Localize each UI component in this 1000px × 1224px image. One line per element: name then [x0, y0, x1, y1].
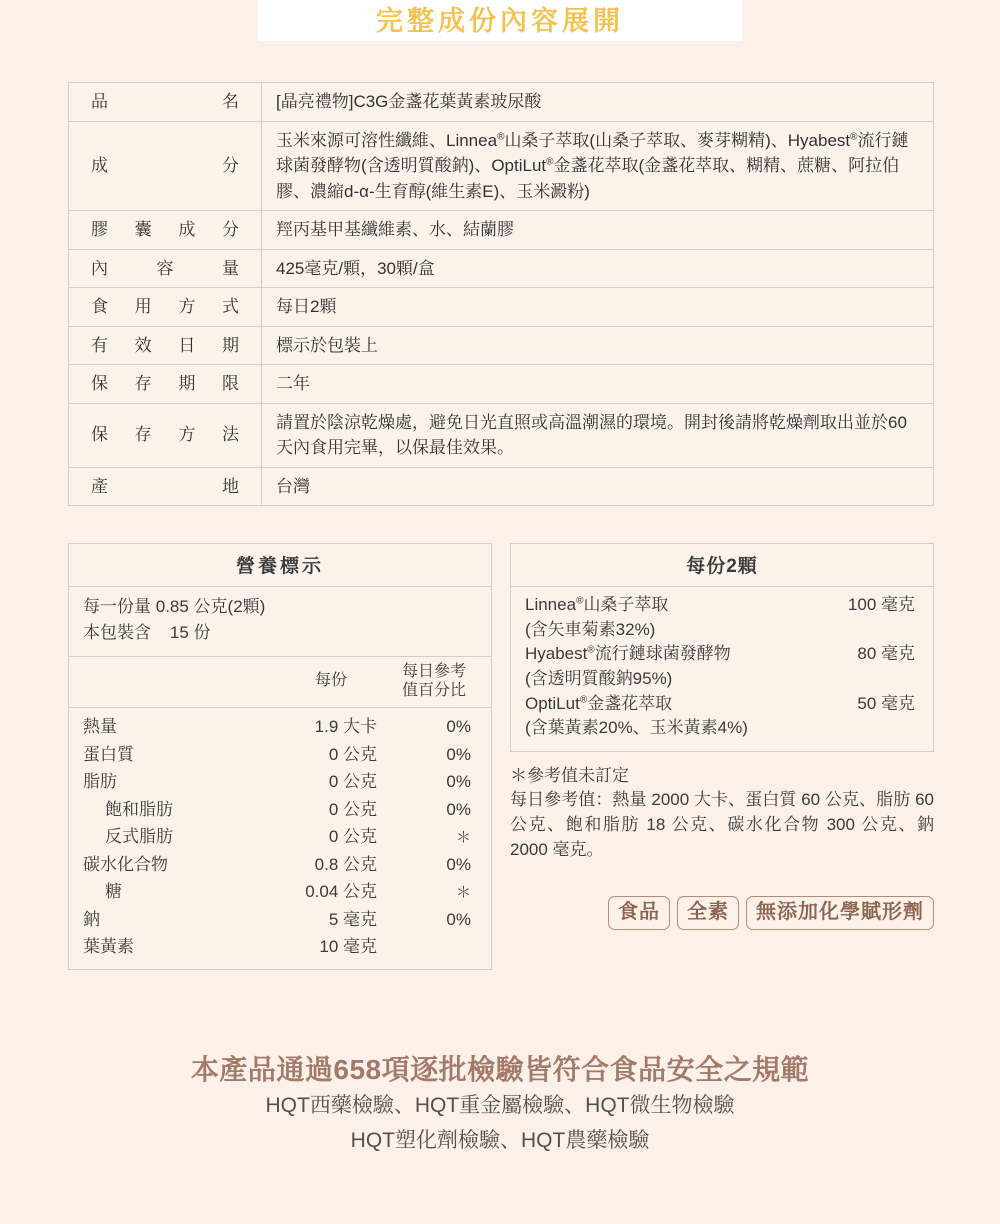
nutrient-name-calories: 熱量 [83, 717, 117, 737]
nutrient-dv-saturated-fat: 0% [446, 799, 471, 819]
spec-label-capsule-ingredients: 膠囊成分 [69, 211, 262, 250]
active-amount-hyabest: 80 毫克 [857, 644, 915, 664]
table-row [69, 467, 934, 506]
footer-test-line-2: HQT塑化劑檢驗、HQT農藥檢驗 [350, 1128, 650, 1152]
spec-label-ingredients: 成分 [69, 121, 262, 211]
reference-value-note [510, 764, 934, 863]
active-amount-linnea: 100 毫克 [847, 595, 915, 614]
active-desc-linnea: 山桑子萃取 [583, 595, 669, 614]
status-badge-no-chemical-excipients: 無添加化學賦形劑 [746, 896, 934, 930]
table-row [69, 326, 934, 365]
nutrient-name-sugar: 糖 [105, 882, 122, 902]
registered-mark-icon: ® [850, 130, 858, 142]
active-desc-hyabest: 流行鏈球菌發酵物 [594, 644, 731, 664]
spec-label-directions: 食用方式 [69, 288, 262, 327]
registered-mark-icon: ® [497, 130, 505, 142]
active-ingredient-hyabest [525, 642, 919, 667]
nutrient-name-protein: 蛋白質 [83, 744, 134, 764]
registered-mark-icon: ® [576, 595, 584, 607]
nutrient-amount-sodium: 5 毫克 [328, 909, 377, 929]
active-desc-optilut: 金盞花萃取 [587, 693, 673, 713]
table-row [69, 288, 934, 327]
spec-value-shelf-life: 二年 [262, 365, 934, 404]
list-item [83, 823, 477, 851]
serving-actives-panel [510, 543, 934, 970]
registered-mark-icon: ® [546, 156, 554, 168]
nutrient-amount-sugar: 0.04 公克 [305, 882, 377, 902]
nutrient-dv-carbohydrate: 0% [446, 854, 471, 874]
spec-label-origin: 產地 [69, 467, 262, 506]
table-row [69, 211, 934, 250]
active-ingredient-linnea [525, 593, 919, 618]
serving-size-line [83, 594, 477, 620]
active-sub-hyabest: (含透明質酸鈉95%) [525, 668, 673, 688]
footer-test-line-1: HQT西藥檢驗、HQT重金屬檢驗、HQT微生物檢驗 [265, 1094, 735, 1118]
column-header-daily-value [391, 662, 477, 700]
active-sub-optilut: (含葉黃素20%、玉米黃素4%) [525, 718, 748, 738]
servings-label: 本包裝含 [83, 623, 151, 643]
table-row [69, 365, 934, 404]
active-name-linnea [525, 593, 848, 618]
list-item [83, 851, 477, 879]
active-amount-optilut: 50 毫克 [857, 693, 915, 713]
spec-label-product-name: 品名 [69, 83, 262, 122]
serving-size-label: 每一份量 [83, 597, 151, 616]
active-name-optilut [525, 692, 857, 717]
serving-size-value: 0.85 公克(2顆) [155, 597, 266, 616]
nutrient-amount-calories: 1.9 大卡 [314, 717, 377, 737]
nutrient-dv-calories: 0% [446, 717, 471, 737]
nutrient-amount-lutein: 10 毫克 [319, 937, 377, 957]
per-serving-title: 每份2顆 [511, 544, 933, 587]
spec-label-shelf-life: 保存期限 [69, 365, 262, 404]
daily-value-line-2: 值百分比 [401, 681, 466, 699]
nutrient-amount-fat: 0 公克 [328, 772, 377, 792]
registered-mark-icon: ® [579, 693, 588, 705]
list-item [83, 906, 477, 934]
daily-value-line-1: 每日參考 [401, 662, 466, 680]
page-title: 完整成份內容展開 [376, 6, 624, 36]
nutrient-dv-sodium: 0% [446, 909, 471, 929]
nutrition-column-headers [69, 657, 491, 708]
nutrient-name-carbohydrate: 碳水化合物 [83, 854, 168, 874]
spec-value-product-name: [晶亮禮物]C3G金盞花葉黃素玻尿酸 [262, 83, 934, 122]
active-sub-linnea: (含矢車菊素32%) [525, 619, 656, 639]
nutrition-title: 營養標示 [69, 544, 491, 587]
list-item [83, 713, 477, 741]
column-header-per-serving: 每份 [314, 672, 347, 690]
nutrition-rows [69, 708, 491, 969]
table-row [69, 249, 934, 288]
spec-table-body [69, 83, 934, 506]
status-badge-food: 食品 [608, 896, 670, 930]
spec-label-net-content: 內容量 [69, 249, 262, 288]
nutrient-dv-trans-fat: ＊ [455, 829, 471, 847]
list-item [83, 796, 477, 824]
footer-headline: 本產品通過658項逐批檢驗皆符合食品安全之規範 [190, 1054, 810, 1085]
list-item [83, 768, 477, 796]
nutrient-name-fat: 脂肪 [83, 772, 117, 792]
spec-value-expiry-date: 標示於包裝上 [262, 326, 934, 365]
footer-certification [0, 1052, 1000, 1157]
list-item [83, 741, 477, 769]
title-banner [258, 0, 742, 41]
list-item [525, 692, 919, 741]
servings-value: 15 份 [169, 623, 211, 643]
active-name-hyabest [525, 642, 857, 667]
nutrient-name-trans-fat: 反式脂肪 [105, 827, 173, 847]
nutrient-name-saturated-fat: 飽和脂肪 [105, 799, 173, 819]
list-item [525, 593, 919, 642]
spec-label-expiry-date: 有效日期 [69, 326, 262, 365]
table-row [69, 83, 934, 122]
panels-row [68, 543, 934, 970]
nutrition-facts-box [68, 543, 492, 970]
spec-label-storage: 保存方法 [69, 403, 262, 467]
spec-value-origin: 台灣 [262, 467, 934, 506]
nutrient-amount-protein: 0 公克 [328, 744, 377, 764]
status-badge-vegan: 全素 [677, 896, 739, 930]
brand-hyabest: Hyabest [525, 644, 588, 664]
nutrient-amount-trans-fat: 0 公克 [328, 827, 377, 847]
list-item [525, 642, 919, 691]
badge-row [510, 896, 934, 930]
nutrient-dv-protein: 0% [446, 744, 471, 764]
serving-info [69, 587, 491, 657]
spec-value-net-content: 425毫克/顆，30顆/盒 [262, 249, 934, 288]
spec-value-capsule-ingredients: 羥丙基甲基纖維素、水、結蘭膠 [262, 211, 934, 250]
brand-optilut: OptiLut [525, 693, 580, 713]
active-ingredient-optilut [525, 692, 919, 717]
product-spec-table [68, 82, 934, 506]
spec-value-ingredients: 玉米來源可溶性纖維、Linnea®山桑子萃取(山桑子萃取、麥芽糊精)、Hyabest®流行鏈球菌發酵物(含透明質酸鈉)、OptiLut®金盞花萃取(金盞花萃取、糊精、蔗糖、阿拉伯膠、濃縮d-α-生育醇(維生素E)、玉米澱粉) [262, 121, 934, 211]
brand-linnea: Linnea [525, 595, 577, 614]
per-serving-box [510, 543, 934, 752]
nutrient-dv-fat: 0% [446, 772, 471, 792]
nutrient-amount-saturated-fat: 0 公克 [328, 799, 377, 819]
table-row [69, 403, 934, 467]
list-item [83, 878, 477, 906]
daily-reference-values: 每日參考值：熱量 2000 大卡、蛋白質 60 公克、脂肪 60 公克、飽和脂肪 18 公克、碳水化合物 300 公克、鈉 2000 毫克。 [510, 790, 934, 859]
table-row [69, 121, 934, 211]
reference-not-established: ＊參考值未訂定 [510, 765, 629, 785]
list-item [83, 933, 477, 961]
spec-value-directions: 每日2顆 [262, 288, 934, 327]
registered-mark-icon: ® [587, 644, 595, 656]
nutrient-amount-carbohydrate: 0.8 公克 [314, 854, 377, 874]
nutrient-name-sodium: 鈉 [83, 909, 100, 929]
nutrient-dv-sugar: ＊ [455, 884, 471, 902]
servings-per-container-line [83, 620, 477, 646]
spec-value-storage: 請置於陰涼乾燥處，避免日光直照或高溫潮濕的環境。開封後請將乾燥劑取出並於60天內食用完畢，以保最佳效果。 [262, 403, 934, 467]
nutrient-name-lutein: 葉黃素 [83, 937, 134, 957]
active-ingredient-rows [511, 587, 933, 751]
nutrition-panel [68, 543, 492, 970]
